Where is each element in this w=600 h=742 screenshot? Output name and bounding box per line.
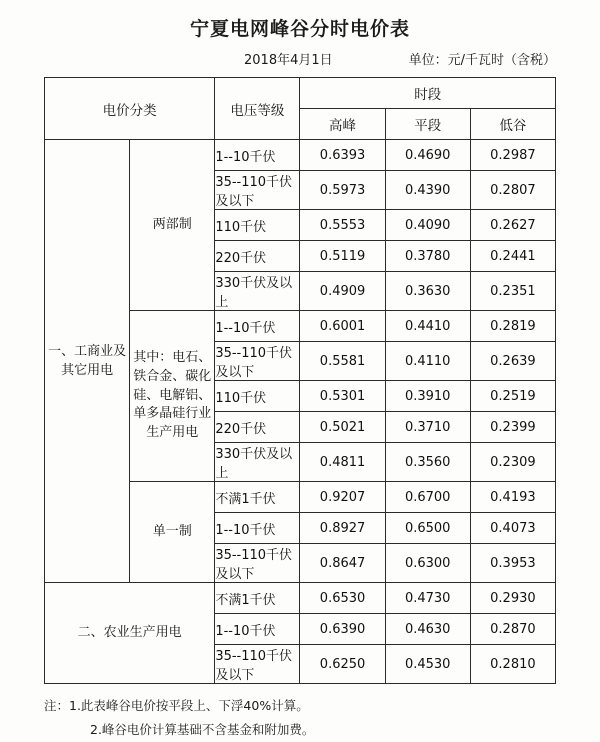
valley-value: 0.2399: [470, 412, 555, 443]
header-flat: 平段: [385, 109, 470, 140]
electricity-price-table: [44, 77, 556, 684]
header-voltage: 电压等级: [215, 78, 300, 140]
valley-value: 0.2519: [470, 381, 555, 412]
flat-value: 0.4630: [385, 614, 470, 645]
valley-value: 0.2639: [470, 342, 555, 381]
voltage-cell: 1--10千伏: [215, 311, 300, 342]
valley-value: 0.4073: [470, 513, 555, 544]
peak-value: 0.8927: [300, 513, 385, 544]
flat-value: 0.6700: [385, 482, 470, 513]
header-valley: 低谷: [470, 109, 555, 140]
voltage-cell: 330千伏及以上: [215, 272, 300, 311]
flat-value: 0.4730: [385, 583, 470, 614]
voltage-cell: 35--110千伏及以下: [215, 342, 300, 381]
peak-value: 0.6393: [300, 140, 385, 171]
flat-value: 0.6500: [385, 513, 470, 544]
voltage-cell: 110千伏: [215, 210, 300, 241]
flat-value: 0.3560: [385, 443, 470, 482]
flat-value: 0.4090: [385, 210, 470, 241]
peak-value: 0.4811: [300, 443, 385, 482]
valley-value: 0.3953: [470, 544, 555, 583]
valley-value: 0.2870: [470, 614, 555, 645]
valley-value: 0.2351: [470, 272, 555, 311]
header-period-group: 时段: [300, 78, 556, 109]
voltage-cell: 不满1千伏: [215, 583, 300, 614]
peak-value: 0.5581: [300, 342, 385, 381]
valley-value: 0.2930: [470, 583, 555, 614]
flat-value: 0.4690: [385, 140, 470, 171]
voltage-cell: 1--10千伏: [215, 140, 300, 171]
category-cell-industrial: 一、工商业及其它用电: [45, 140, 130, 583]
valley-value: 0.2627: [470, 210, 555, 241]
table-header-row-1: [45, 78, 556, 109]
peak-value: 0.5553: [300, 210, 385, 241]
peak-value: 0.6001: [300, 311, 385, 342]
table-row: [45, 583, 556, 614]
voltage-cell: 110千伏: [215, 381, 300, 412]
header-category: 电价分类: [45, 78, 215, 140]
category-cell-agriculture: 二、农业生产用电: [45, 583, 215, 684]
flat-value: 0.4390: [385, 171, 470, 210]
voltage-cell: 不满1千伏: [215, 482, 300, 513]
valley-value: 0.2819: [470, 311, 555, 342]
voltage-cell: 35--110千伏及以下: [215, 645, 300, 684]
peak-value: 0.4909: [300, 272, 385, 311]
flat-value: 0.4410: [385, 311, 470, 342]
peak-value: 0.8647: [300, 544, 385, 583]
voltage-cell: 35--110千伏及以下: [215, 544, 300, 583]
table-notes: [44, 694, 556, 742]
flat-value: 0.4530: [385, 645, 470, 684]
group-cell-single-part: 单一制: [130, 482, 215, 583]
valley-value: 0.2807: [470, 171, 555, 210]
peak-value: 0.5021: [300, 412, 385, 443]
flat-value: 0.3710: [385, 412, 470, 443]
flat-value: 0.3780: [385, 241, 470, 272]
table-row: [45, 140, 556, 171]
valley-value: 0.2810: [470, 645, 555, 684]
valley-value: 0.4193: [470, 482, 555, 513]
note-line-1: 注：1.此表峰谷电价按平段上、下浮40%计算。: [44, 698, 309, 713]
peak-value: 0.6250: [300, 645, 385, 684]
group-cell-special-industries: 其中：电石、铁合金、碳化硅、电解铝、单多晶硅行业生产用电: [130, 311, 215, 482]
voltage-cell: 35--110千伏及以下: [215, 171, 300, 210]
flat-value: 0.6300: [385, 544, 470, 583]
note-line-2: 2.峰谷电价计算基础不含基金和附加费。: [90, 721, 315, 737]
peak-value: 0.6530: [300, 583, 385, 614]
valley-value: 0.2441: [470, 241, 555, 272]
valley-value: 0.2987: [470, 140, 555, 171]
flat-value: 0.3630: [385, 272, 470, 311]
voltage-cell: 330千伏及以上: [215, 443, 300, 482]
unit-label: 单位：元/千瓦时（含税）: [408, 53, 556, 68]
effective-date: 2018年4月1日: [244, 53, 333, 68]
group-cell-two-part: 两部制: [130, 140, 215, 311]
peak-value: 0.5973: [300, 171, 385, 210]
peak-value: 0.5119: [300, 241, 385, 272]
valley-value: 0.2309: [470, 443, 555, 482]
peak-value: 0.5301: [300, 381, 385, 412]
voltage-cell: 1--10千伏: [215, 614, 300, 645]
page-title: 宁夏电网峰谷分时电价表: [189, 18, 410, 40]
flat-value: 0.4110: [385, 342, 470, 381]
header-peak: 高峰: [300, 109, 385, 140]
subheader: [44, 49, 556, 71]
flat-value: 0.3910: [385, 381, 470, 412]
peak-value: 0.6390: [300, 614, 385, 645]
voltage-cell: 220千伏: [215, 241, 300, 272]
voltage-cell: 1--10千伏: [215, 513, 300, 544]
peak-value: 0.9207: [300, 482, 385, 513]
voltage-cell: 220千伏: [215, 412, 300, 443]
